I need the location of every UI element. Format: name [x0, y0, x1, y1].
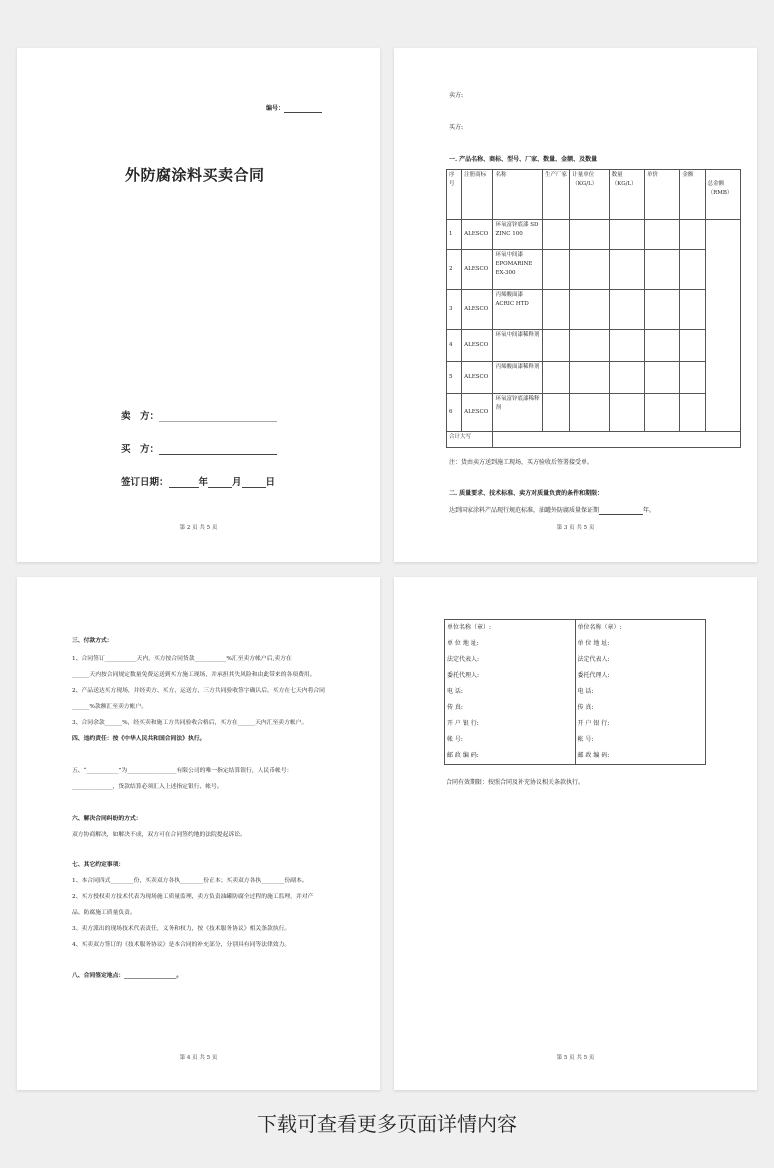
section-6-text: 双方协商解决，如解决不成，双方可在合同签约地的法院提起诉讼。	[72, 832, 246, 838]
row-no: 4	[447, 330, 462, 362]
seller-signature-block	[445, 620, 576, 765]
buyer-sig-row: 开 户 银 行:	[577, 720, 610, 727]
table-row	[447, 220, 741, 250]
row-name: 环氧富锌底漆稀释剂	[493, 394, 543, 432]
day-label: 日	[265, 477, 276, 488]
row-no: 1	[447, 220, 462, 250]
row-name: 丙烯酸面漆 ACRIC HTD	[493, 290, 543, 330]
product-table	[446, 169, 741, 448]
section-6-heading: 六、解决合同纠纷的方式：	[72, 816, 142, 822]
section-7-heading: 七、其它约定事项：	[72, 862, 125, 868]
table-row	[447, 330, 741, 362]
page-footer: 第 5 页 共 5 页	[556, 1055, 595, 1061]
seller-label: 卖 方：	[121, 411, 160, 422]
day-blank	[242, 479, 266, 488]
seller-sig-row: 单 位 地 址:	[447, 640, 479, 647]
year-blank	[169, 479, 199, 488]
total-value-cell	[493, 432, 741, 448]
table-total-row	[447, 432, 741, 448]
payment-clause-2b: ______%款额汇至卖方帐户。	[72, 704, 148, 710]
seller-sig-row: 法定代表人:	[447, 656, 480, 663]
row-brand: ALESCO	[462, 250, 493, 290]
buyer-sig-row: 委托代理人:	[577, 672, 610, 679]
validity-clause: 合同有效期限：按照合同及补充协议相关条款执行。	[446, 779, 585, 786]
header-brand: 注册商标	[462, 170, 493, 220]
buyer-sig-row: 邮 政 编 码:	[577, 752, 610, 759]
month-blank	[208, 479, 232, 488]
section-8-heading: 八、合同签定地点：__________________。	[72, 973, 183, 979]
header-total: 总金额（RMB）	[705, 170, 740, 220]
seller-field	[121, 408, 277, 422]
other-clause-2b: 品、防腐施工质量负责。	[72, 910, 136, 916]
section-3-heading: 三、付款方式：	[72, 638, 113, 644]
buyer-sig-row: 法定代表人:	[577, 656, 610, 663]
seller-sig-row: 开 户 银 行:	[447, 720, 479, 727]
quality-period-unit: 年。	[643, 507, 656, 514]
row-no: 5	[447, 362, 462, 394]
header-no: 序号	[447, 170, 462, 220]
quality-period-blank	[599, 506, 643, 515]
row-brand: ALESCO	[462, 220, 493, 250]
row-no: 6	[447, 394, 462, 432]
row-no: 2	[447, 250, 462, 290]
quality-period-text: 达到国家涂料产品现行规范标准，油罐外防腐质量保证期	[449, 507, 600, 514]
buyer-blank	[159, 446, 277, 455]
header-name: 名称	[493, 170, 543, 220]
contract-page-signatures	[394, 577, 757, 1090]
buyer-sig-row: 电 话:	[577, 688, 594, 695]
table-row	[447, 362, 741, 394]
sign-date-field	[121, 474, 275, 488]
table-row	[447, 250, 741, 290]
page-footer: 第 3 页 共 5 页	[556, 525, 595, 531]
seller-blank	[159, 413, 277, 422]
row-brand: ALESCO	[462, 362, 493, 394]
buyer-sig-row: 传 真:	[577, 704, 594, 711]
section-4-heading: 四、违约责任：按《中华人民共和国合同法》执行。	[72, 736, 206, 742]
year-label: 年	[198, 477, 209, 488]
table-row	[447, 290, 741, 330]
buyer-sig-row: 帐 号:	[577, 736, 594, 743]
signature-table	[444, 619, 706, 765]
buyer-field	[121, 441, 277, 455]
header-amount: 金额	[680, 170, 705, 220]
seller-sig-row: 传 真:	[447, 704, 463, 711]
section-1-heading: 一. 产品名称、商标、型号、厂家、数量、金额、及数量	[449, 156, 598, 163]
download-caption[interactable]: 下载可查看更多页面详情内容	[257, 1112, 517, 1136]
buyer-sig-row: 单位名称（章）:	[577, 624, 622, 631]
row-brand: ALESCO	[462, 394, 493, 432]
row-brand: ALESCO	[462, 330, 493, 362]
seller-sig-row: 委托代理人:	[447, 672, 480, 679]
section-5-line-1: 五、“___________”为_________________有限公司的唯一指定结算银行，人民币帐号：	[72, 768, 293, 774]
payment-clause-3: 3、合同余款______%，经买卖和施工方共同验收合格后，买方在______天内汇至卖方帐户。	[72, 720, 308, 726]
seller-sig-row: 电 话:	[447, 688, 463, 695]
total-label: 合计大写	[447, 432, 493, 448]
header-qty: 数量（KG/L）	[609, 170, 644, 220]
delivery-note: 注：货由卖方送到施工现场，买方验收后签署接受单。	[449, 459, 594, 466]
sign-date-label: 签订日期：	[121, 477, 169, 488]
contract-title: 外防腐涂料买卖合同	[125, 166, 265, 184]
header-price: 单价	[644, 170, 679, 220]
row-brand: ALESCO	[462, 290, 493, 330]
buyer-line: 买方:	[449, 124, 464, 131]
seller-sig-row: 帐 号:	[447, 736, 463, 743]
payment-clause-2a: 2、产品送达买方现场，并经卖方、买方、运送方、三方共同验收签字确认后，买方在七天内将合同	[72, 688, 325, 694]
quality-period	[449, 506, 655, 515]
section-5-line-2: ______________，货款结算必须汇入上述指定银行、帐号。	[72, 784, 223, 790]
row-no: 3	[447, 290, 462, 330]
contract-page-terms	[17, 577, 380, 1090]
seller-line: 卖方:	[449, 92, 464, 99]
header-unit: 计量单位（KG/L）	[570, 170, 609, 220]
page-footer: 第 4 页 共 5 页	[179, 1055, 218, 1061]
table-row	[447, 394, 741, 432]
seller-sig-row: 单位名称（章）:	[447, 624, 492, 631]
section-2-heading: 二. 质量要求、技术标准、卖方对质量负责的条件和期限：	[449, 490, 604, 497]
other-clause-1: 1、本合同四式________份，买卖双方各执________份正本；买卖双方各执________份副本。	[72, 878, 308, 884]
contract-page-cover	[17, 48, 380, 562]
month-label: 月	[232, 477, 242, 488]
contract-number-blank	[284, 104, 322, 113]
buyer-signature-block	[575, 620, 706, 765]
other-clause-3: 3、卖方派出的现场技术代表责任，义务和权力，按《技术服务协议》相关条款执行。	[72, 926, 291, 932]
table-header-row	[447, 170, 741, 220]
buyer-label: 买 方：	[121, 444, 160, 455]
other-clause-2a: 2、买方授权卖方技术代表为现场施工质量监理，卖方负责油罐防腐全过程的施工监理，并对产	[72, 894, 314, 900]
seller-sig-row: 邮 政 编 码:	[447, 752, 479, 759]
row-name: 环氧富锌底漆 SD ZINC 100	[493, 220, 543, 250]
header-maker: 生产厂家	[542, 170, 569, 220]
other-clause-4: 4、买卖双方签订的《技术服务协议》是本合同的补充部分，分别具有同等法律效力。	[72, 942, 291, 948]
contract-page-products	[394, 48, 757, 562]
total-amount-cell	[705, 220, 740, 432]
contract-number-label: 编号：	[266, 105, 285, 112]
contract-number	[266, 104, 322, 113]
buyer-sig-row: 单 位 地 址:	[577, 640, 610, 647]
row-name: 环氧中间漆稀释剂	[493, 330, 543, 362]
payment-clause-1a: 1、合同签订___________天内，买方按合同货款___________%汇至卖方帐户后,卖方在	[72, 656, 292, 662]
payment-clause-1b: ______天内按合同规定数量免费运送到买方施工现场，并承担其失风险和由此带来的各项费用。	[72, 672, 316, 678]
page-footer: 第 2 页 共 5 页	[179, 525, 218, 531]
row-name: 丙烯酸面漆稀释剂	[493, 362, 543, 394]
row-name: 环氧中间漆 EPOMARINE EX-300	[493, 250, 543, 290]
